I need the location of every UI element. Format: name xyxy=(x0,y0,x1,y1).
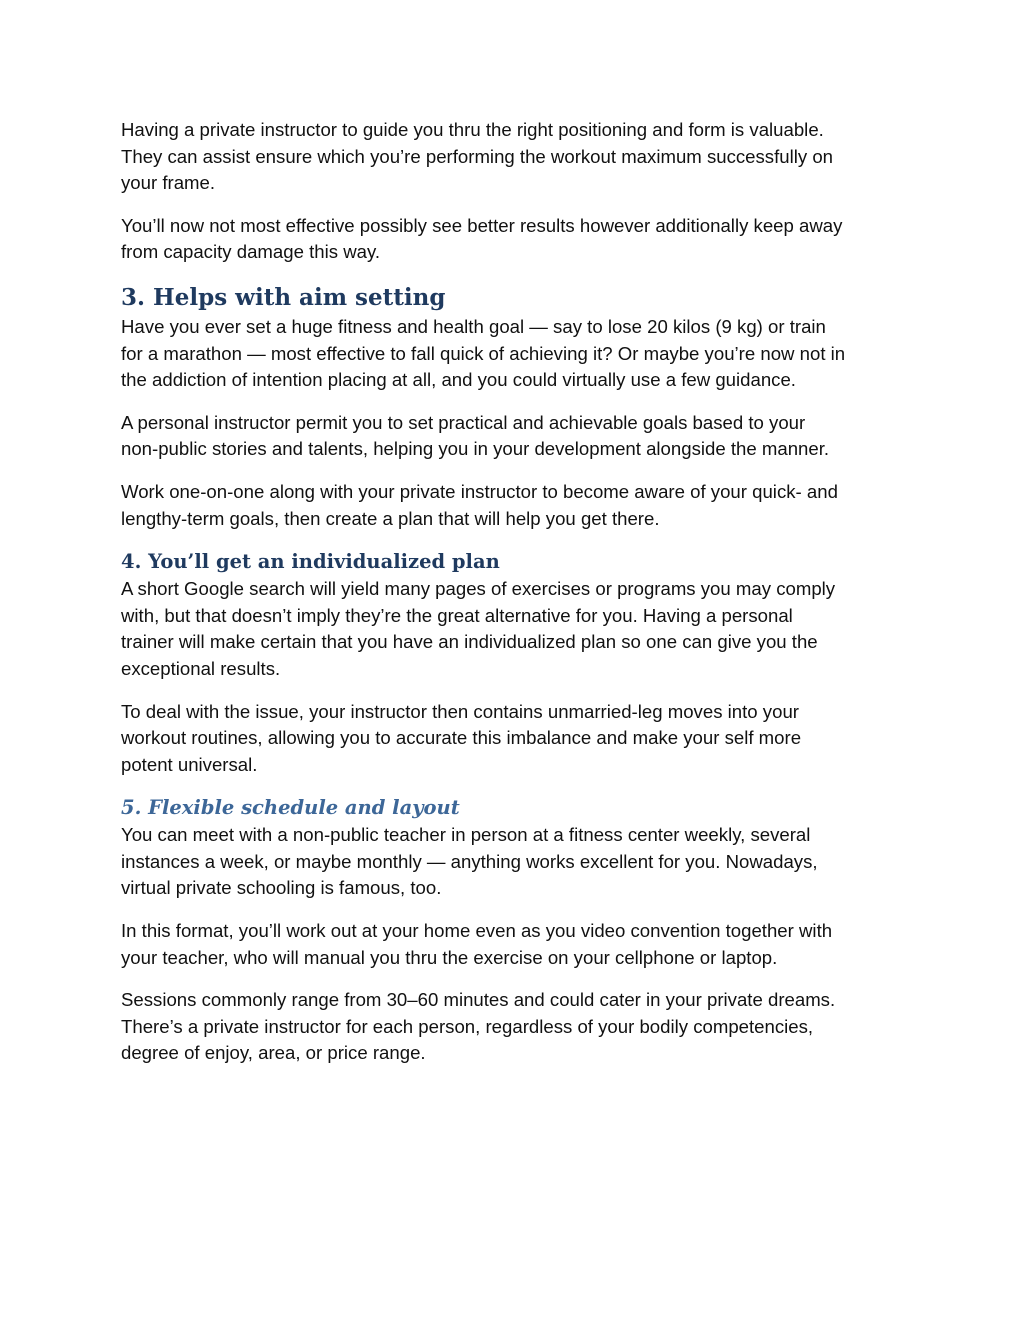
heading-aim-setting: 3. Helps with aim setting xyxy=(121,283,446,311)
paragraph-one-on-one: Work one-on-one along with your private instructor to become aware of your quick- and lengthy-term goals, then create a plan that will help you get there. xyxy=(121,480,838,529)
paragraph-google-search: A short Google search will yield many pages of exercises or programs you may comply with, but that doesn’t imply they’re the great alternative for you. Having a personal trainer will make certain that you have an individualized plan so one can give you the exceptional results. xyxy=(121,578,836,679)
page-content xyxy=(121,117,911,1083)
paragraph-results: You’ll now not most effective possibly see better results however additionally keep away from capacity damage this way. xyxy=(121,214,843,263)
paragraph-meet-teacher: You can meet with a non-public teacher in person at a fitness center weekly, several instances a week, or maybe monthly — anything works excellent for you. Nowadays, virtual private schooling is famous, too. xyxy=(121,824,818,899)
paragraph-video-format: In this format, you’ll work out at your home even as you video convention together with your teacher, who will manual you thru the exercise on your cellphone or laptop. xyxy=(121,920,833,968)
paragraph-achievable-goals: A personal instructor permit you to set practical and achievable goals based to your non-public stories and talents, helping you in your development alongside the manner. xyxy=(121,411,830,460)
paragraph-sessions: Sessions commonly range from 30–60 minutes and could cater in your private dreams. There’s a private instructor for each person, regardless of your bodily competencies, degree of enjoy, area, or price range. xyxy=(121,989,836,1064)
heading-flexible-schedule: 5. Flexible schedule and layout xyxy=(121,796,460,820)
paragraph-single-leg: To deal with the issue, your instructor then contains unmarried-leg moves into your workout routines, allowing you to accurate this imbalance and make your self more potent universal. xyxy=(121,700,802,775)
heading-individualized-plan: 4. You’ll get an individualized plan xyxy=(121,550,500,574)
paragraph-instructor-guidance: Having a private instructor to guide you thru the right positioning and form is valuable. They can assist ensure which you’re performing the workout maximum successfully on your frame. xyxy=(121,119,834,194)
paragraph-fitness-goal: Have you ever set a huge fitness and health goal — say to lose 20 kilos (9 kg) or train for a marathon — most effective to fall quick of achieving it? Or maybe you’re now not in the addiction of intention placing at all, and you could virtually use a few guidance. xyxy=(121,315,846,391)
